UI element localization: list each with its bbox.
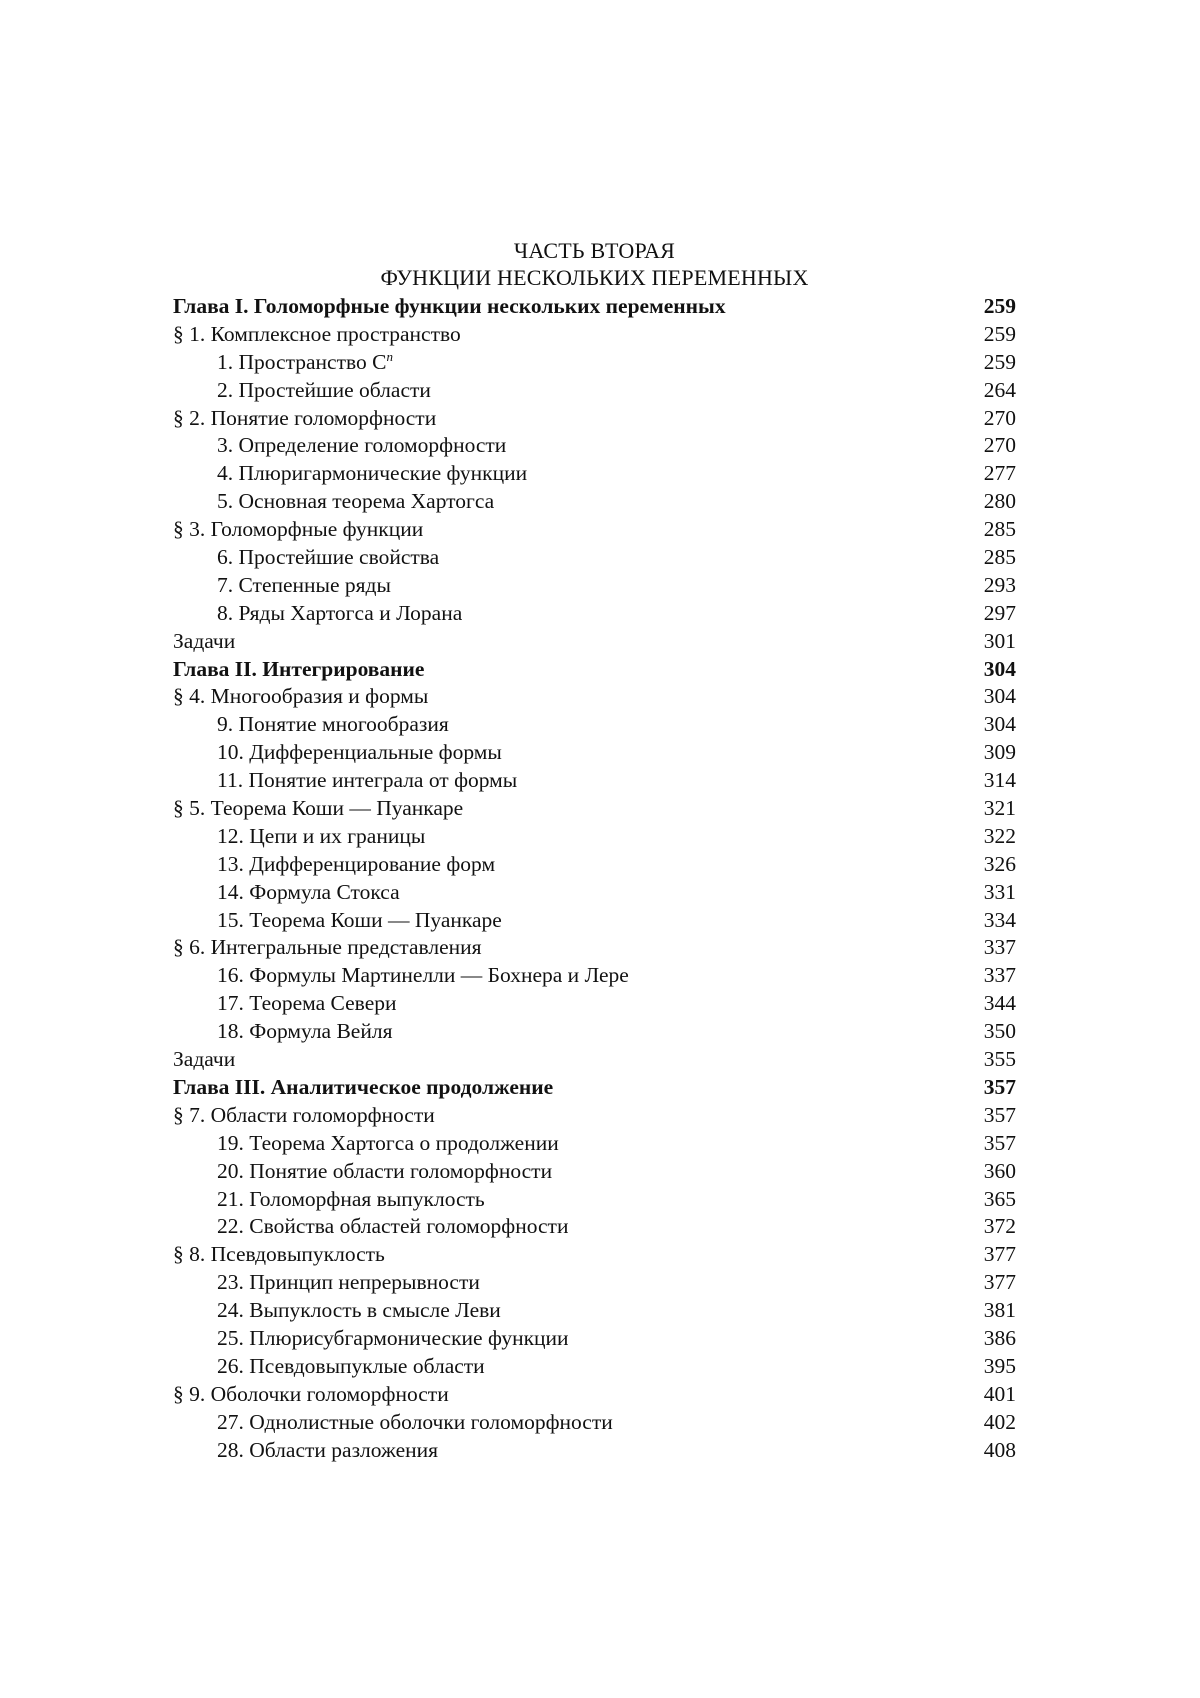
toc-entry-title (217, 377, 431, 405)
table-of-contents (173, 293, 1016, 1464)
toc-entry-section[interactable] (173, 1241, 1016, 1269)
toc-entry-title (217, 1325, 569, 1353)
toc-entry-section[interactable] (173, 683, 1016, 711)
toc-entry-item[interactable] (173, 600, 1016, 628)
toc-entry-title-text: 1. Пространство C (217, 349, 387, 374)
toc-entry-item[interactable] (173, 851, 1016, 879)
toc-entry-page-number: 326 (983, 851, 1016, 876)
toc-entry-page-number: 264 (983, 377, 1016, 402)
toc-entry-title (173, 1074, 553, 1102)
toc-entry-item[interactable] (173, 739, 1016, 767)
toc-entry-item[interactable] (173, 1213, 1016, 1241)
toc-entry-page-number: 402 (983, 1409, 1016, 1434)
toc-entry-title-text: § 9. Оболочки голоморфности (173, 1381, 449, 1406)
toc-entry-title-text: 8. Ряды Хартогса и Лорана (217, 600, 463, 625)
toc-entry-section[interactable] (173, 516, 1016, 544)
toc-entry-title (217, 711, 449, 739)
toc-entry-page-number: 321 (983, 796, 1016, 821)
toc-entry-page-number: 381 (983, 1298, 1016, 1323)
toc-entry-title (217, 1409, 613, 1437)
toc-entry-page-number: 395 (983, 1353, 1016, 1378)
toc-entry-item[interactable] (173, 1409, 1016, 1437)
toc-entry-page-number: 322 (983, 823, 1016, 848)
part-subtitle: ФУНКЦИИ НЕСКОЛЬКИХ ПЕРЕМЕННЫХ (380, 265, 809, 290)
toc-entry-page-number: 334 (983, 907, 1016, 932)
toc-entry-page-number: 350 (983, 1019, 1016, 1044)
toc-entry-title-text: § 2. Понятие голоморфности (173, 405, 437, 430)
toc-entry-title (217, 1213, 568, 1241)
toc-entry-title-text: Глава I. Голоморфные функции нескольких переменных (173, 294, 726, 318)
toc-entry-chapter[interactable] (173, 293, 1016, 321)
toc-entry-section[interactable] (173, 795, 1016, 823)
toc-entry-item[interactable] (173, 544, 1016, 572)
toc-entry-chapter[interactable] (173, 656, 1016, 684)
toc-entry-title (173, 683, 428, 711)
toc-entry-page-number: 301 (983, 628, 1016, 653)
toc-entry-title (173, 1102, 435, 1130)
toc-entry-title (217, 1297, 501, 1325)
toc-entry-page-number: 304 (983, 656, 1016, 681)
toc-entry-page-number: 304 (983, 712, 1016, 737)
toc-entry-page-number: 365 (983, 1186, 1016, 1211)
toc-entry-title-text: Глава III. Аналитическое продолжение (173, 1074, 554, 1099)
toc-entry-title (217, 349, 393, 377)
toc-entry-item[interactable] (173, 1269, 1016, 1297)
part-title: ЧАСТЬ ВТОРАЯ (513, 238, 676, 263)
toc-entry-item[interactable] (173, 823, 1016, 851)
toc-entry-title-text: 6. Простейшие свойства (217, 545, 440, 570)
toc-entry-title-text: 19. Теорема Хартогса о продолжении (217, 1130, 559, 1155)
toc-entry-page-number: 270 (983, 433, 1016, 458)
toc-entry-title (217, 851, 495, 879)
toc-entry-page-number: 259 (983, 294, 1016, 318)
toc-entry-title-text: 17. Теорема Севери (217, 991, 397, 1016)
toc-entry-title-text: § 8. Псевдовыпуклость (173, 1242, 385, 1267)
toc-entry-section[interactable] (173, 934, 1016, 962)
toc-entry-title (217, 1018, 392, 1046)
toc-entry-title-text: § 6. Интегральные представления (173, 935, 482, 960)
toc-entry-title (217, 488, 494, 516)
toc-entry-page-number: 277 (983, 461, 1016, 486)
part-heading (173, 237, 1016, 291)
toc-entry-title (173, 321, 461, 349)
toc-entry-section[interactable] (173, 405, 1016, 433)
toc-entry-superscript: n (386, 348, 393, 364)
toc-entry-title-text: 14. Формула Стокса (217, 879, 400, 904)
toc-entry-title-text: 11. Понятие интеграла от формы (217, 768, 518, 793)
toc-entry-title (217, 1130, 559, 1158)
toc-entry-item[interactable] (173, 1325, 1016, 1353)
toc-entry-title-text: 23. Принцип непрерывности (217, 1270, 480, 1295)
toc-entry-item[interactable] (173, 990, 1016, 1018)
toc-entry-title-text: 27. Однолистные оболочки голоморфности (217, 1409, 613, 1434)
toc-entry-title-text: 22. Свойства областей голоморфности (217, 1214, 569, 1239)
toc-entry-title (173, 628, 235, 656)
toc-entry-page-number: 357 (983, 1102, 1016, 1127)
toc-entry-title-text: 24. Выпуклость в смысле Леви (217, 1298, 501, 1323)
toc-entry-page-number: 280 (983, 489, 1016, 514)
toc-entry-title-text: 16. Формулы Мартинелли — Бохнера и Лере (217, 963, 629, 988)
toc-entry-title-text: Задачи (173, 628, 236, 653)
toc-entry-title-text: 4. Плюригармонические функции (217, 461, 528, 486)
toc-entry-title-text: 12. Цепи и их границы (217, 823, 426, 848)
toc-entry-page-number: 297 (983, 600, 1016, 625)
toc-entry-page-number: 304 (983, 684, 1016, 709)
toc-entry-title-text: § 1. Комплексное пространство (173, 321, 461, 346)
toc-entry-page-number: 293 (983, 572, 1016, 597)
toc-entry-title-text: 18. Формула Вейля (217, 1019, 393, 1044)
toc-entry-item[interactable] (173, 460, 1016, 488)
toc-entry-title-text: 2. Простейшие области (217, 377, 431, 402)
toc-entry-item[interactable] (173, 572, 1016, 600)
toc-entry-title (217, 739, 502, 767)
toc-entry-title-text: 21. Голоморфная выпуклость (217, 1186, 485, 1211)
toc-entry-title-text: 15. Теорема Коши — Пуанкаре (217, 907, 502, 932)
toc-entry-title-text: § 7. Области голоморфности (173, 1102, 435, 1127)
toc-entry-item[interactable] (173, 1353, 1016, 1381)
toc-entry-title (173, 934, 482, 962)
toc-entry-item[interactable] (173, 879, 1016, 907)
toc-entry-page-number: 314 (983, 768, 1016, 793)
toc-entry-title (217, 879, 400, 907)
toc-entry-title (173, 1241, 385, 1269)
toc-entry-title-text: 26. Псевдовыпуклые области (217, 1353, 485, 1378)
toc-entry-page-number: 337 (983, 935, 1016, 960)
toc-entry-title-text: 13. Дифференцирование форм (217, 851, 496, 876)
toc-entry-title (217, 1353, 485, 1381)
toc-entry-item[interactable] (173, 1158, 1016, 1186)
toc-entry-item[interactable] (173, 767, 1016, 795)
toc-entry-page-number: 337 (983, 963, 1016, 988)
toc-entry-item[interactable] (173, 962, 1016, 990)
toc-entry-title-text: 9. Понятие многообразия (217, 712, 449, 737)
toc-entry-page-number: 401 (983, 1381, 1016, 1406)
toc-entry-page-number: 357 (983, 1074, 1016, 1099)
toc-entry-page-number: 285 (983, 517, 1016, 542)
toc-entry-page-number: 270 (983, 405, 1016, 430)
toc-entry-page-number: 372 (983, 1214, 1016, 1239)
toc-entry-page-number: 386 (983, 1325, 1016, 1350)
toc-entry-title-text: 10. Дифференциальные формы (217, 740, 502, 765)
toc-entry-title (173, 405, 436, 433)
toc-entry-chapter[interactable] (173, 1074, 1016, 1102)
toc-entry-title (217, 572, 391, 600)
toc-entry-item[interactable] (173, 1018, 1016, 1046)
toc-entry-title-text: 7. Степенные ряды (217, 572, 391, 597)
toc-entry-page-number: 309 (983, 740, 1016, 765)
toc-entry-title (217, 600, 462, 628)
toc-entry-title-text: 3. Определение голоморфности (217, 433, 507, 458)
toc-entry-page-number: 331 (983, 879, 1016, 904)
toc-entry-title (217, 460, 527, 488)
toc-entry-item[interactable] (173, 432, 1016, 460)
toc-entry-title-text: § 3. Голоморфные функции (173, 517, 424, 542)
toc-entry-page-number: 259 (983, 349, 1016, 374)
toc-entry-item[interactable] (173, 488, 1016, 516)
toc-entry-title (217, 990, 397, 1018)
toc-entry-section[interactable] (173, 1102, 1016, 1130)
toc-entry-title-text: § 5. Теорема Коши — Пуанкаре (173, 796, 464, 821)
toc-entry-title-text: 20. Понятие области голоморфности (217, 1158, 553, 1183)
toc-entry-page-number: 285 (983, 545, 1016, 570)
toc-entry-title (217, 1158, 552, 1186)
toc-entry-page-number: 377 (983, 1270, 1016, 1295)
toc-entry-item[interactable] (173, 1437, 1016, 1465)
toc-entry-page-number: 259 (983, 321, 1016, 346)
toc-entry-title (217, 432, 506, 460)
toc-entry-title-text: 28. Области разложения (217, 1437, 439, 1462)
toc-entry-title (173, 1381, 449, 1409)
toc-entry-section[interactable] (173, 628, 1016, 656)
toc-entry-page-number: 344 (983, 991, 1016, 1016)
toc-entry-page-number: 377 (983, 1242, 1016, 1267)
toc-entry-title (217, 962, 629, 990)
toc-entry-title (217, 1269, 480, 1297)
toc-entry-title-text: § 4. Многообразия и формы (173, 684, 429, 709)
toc-entry-title (217, 1186, 485, 1214)
toc-entry-page-number: 360 (983, 1158, 1016, 1183)
toc-entry-page-number: 408 (983, 1437, 1016, 1462)
toc-entry-title (173, 795, 463, 823)
toc-entry-title (217, 544, 439, 572)
toc-entry-title-text: 5. Основная теорема Хартогса (217, 489, 495, 514)
toc-entry-item[interactable] (173, 711, 1016, 739)
toc-entry-title-text: 25. Плюрисубгармонические функции (217, 1325, 569, 1350)
toc-entry-item[interactable] (173, 377, 1016, 405)
toc-entry-section[interactable] (173, 1381, 1016, 1409)
toc-entry-item[interactable] (173, 349, 1016, 377)
toc-entry-title (173, 293, 726, 321)
toc-entry-title (173, 1046, 235, 1074)
toc-entry-page-number: 355 (983, 1047, 1016, 1072)
toc-entry-page-number: 357 (983, 1130, 1016, 1155)
toc-entry-title (173, 656, 424, 684)
toc-entry-title (217, 767, 517, 795)
toc-entry-item[interactable] (173, 1186, 1016, 1214)
toc-entry-title (173, 516, 423, 544)
toc-entry-title (217, 823, 425, 851)
toc-entry-item[interactable] (173, 907, 1016, 935)
toc-entry-title-text: Глава II. Интегрирование (173, 656, 425, 681)
toc-entry-item[interactable] (173, 1297, 1016, 1325)
toc-entry-section[interactable] (173, 321, 1016, 349)
toc-entry-section[interactable] (173, 1046, 1016, 1074)
toc-entry-title (217, 907, 502, 935)
toc-entry-item[interactable] (173, 1130, 1016, 1158)
toc-entry-title-text: Задачи (173, 1047, 236, 1072)
toc-entry-title (217, 1437, 438, 1465)
